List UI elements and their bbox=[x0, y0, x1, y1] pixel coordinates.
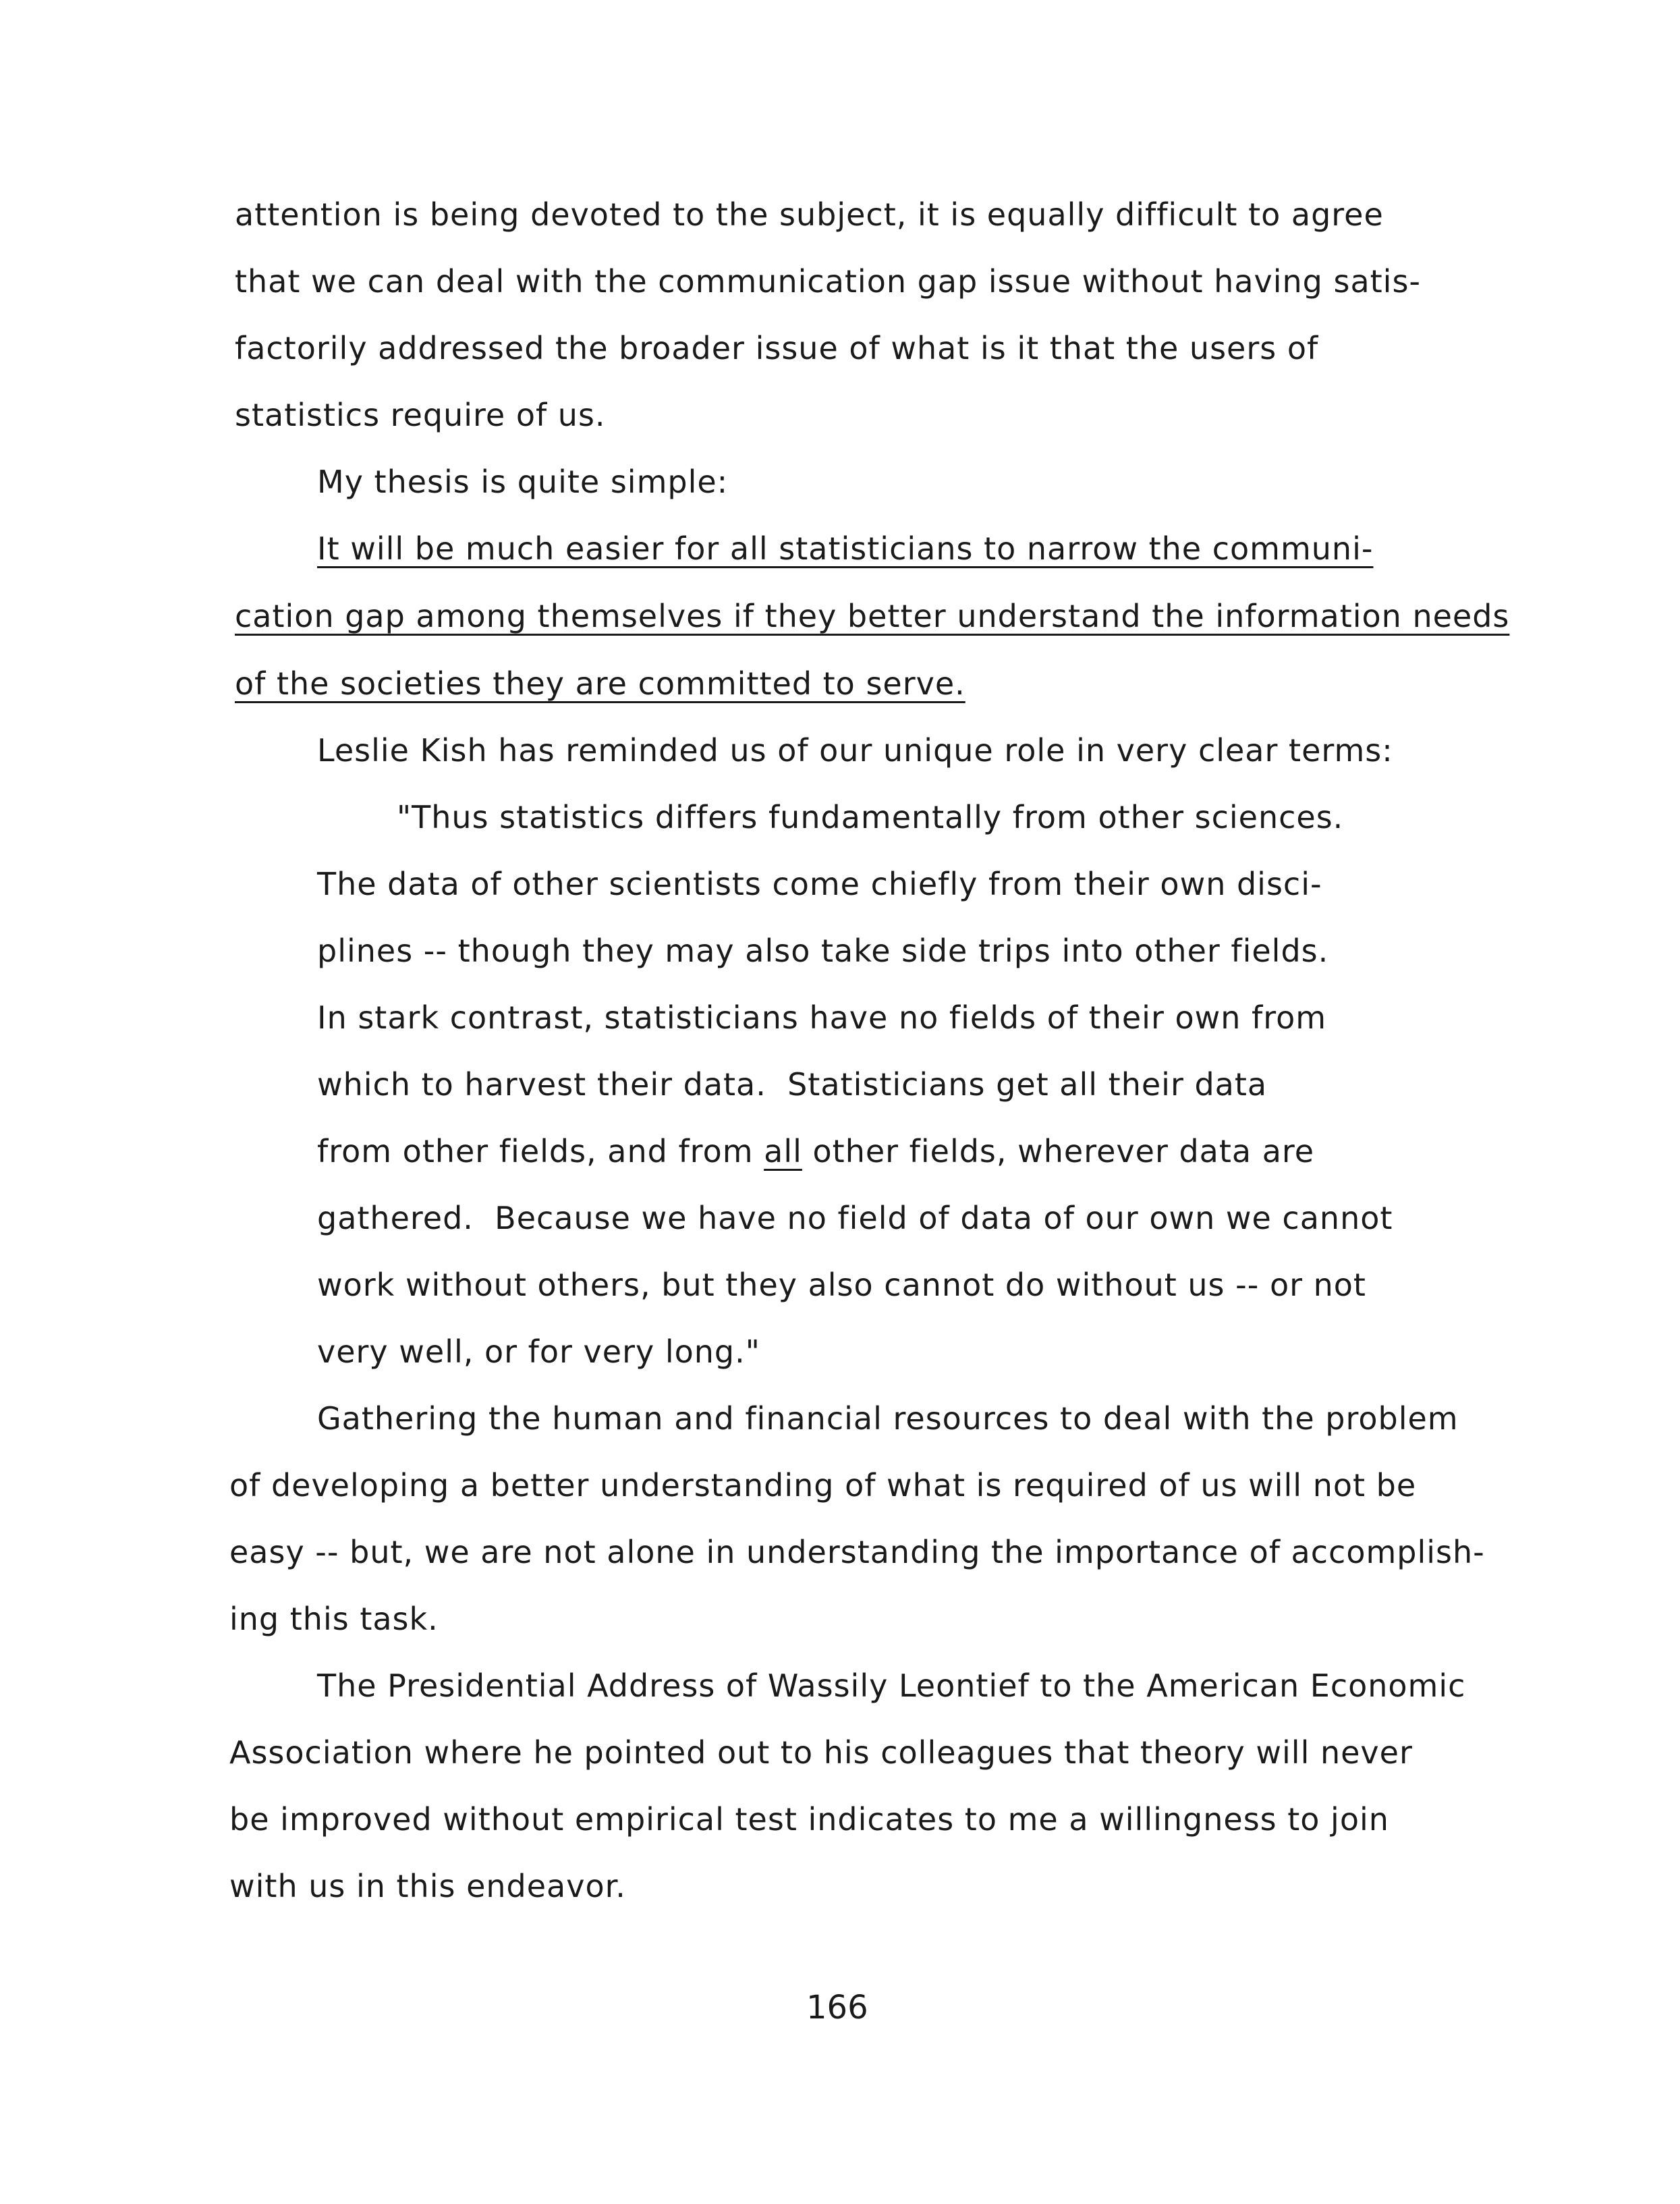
quote-line-6-after: other fields, wherever data are bbox=[802, 1133, 1315, 1169]
thesis-intro: My thesis is quite simple: bbox=[317, 464, 729, 500]
paragraph1-line-3: factorily addressed the broader issue of what is it that the users of bbox=[235, 330, 1319, 366]
quote-line-6-before: from other fields, and from bbox=[317, 1133, 764, 1169]
leontief-line-4: with us in this endeavor. bbox=[229, 1868, 626, 1904]
quote-line-3: plines -- though they may also take side trips into other fields. bbox=[317, 933, 1329, 969]
thesis-line-3: of the societies they are committed to serve. bbox=[235, 665, 965, 702]
leontief-line-1: The Presidential Address of Wassily Leontief to the American Economic bbox=[317, 1668, 1466, 1704]
quote-line-2: The data of other scientists come chiefly from their own disci- bbox=[317, 866, 1322, 902]
quote-line-8: work without others, but they also cannot do without us -- or not bbox=[317, 1267, 1366, 1303]
gathering-line-4: ing this task. bbox=[229, 1601, 439, 1637]
gathering-line-1: Gathering the human and financial resources to deal with the problem bbox=[317, 1400, 1459, 1437]
gathering-line-2: of developing a better understanding of what is required of us will not be bbox=[229, 1467, 1417, 1504]
kish-intro: Leslie Kish has reminded us of our unique role in very clear terms: bbox=[317, 732, 1393, 769]
paragraph1-line-2: that we can deal with the communication gap issue without having satis- bbox=[235, 263, 1422, 300]
quote-line-6 bbox=[317, 1131, 1314, 1172]
quote-line-1: "Thus statistics differs fundamentally from other sciences. bbox=[397, 799, 1344, 835]
thesis-line-1: It will be much easier for all statisticians to narrow the communi- bbox=[317, 530, 1374, 567]
leontief-line-3: be improved without empirical test indicates to me a willingness to join bbox=[229, 1801, 1389, 1838]
quote-emphasis-all: all bbox=[764, 1133, 802, 1169]
paragraph1-line-1: attention is being devoted to the subject, it is equally difficult to agree bbox=[235, 196, 1384, 233]
paragraph1-line-4: statistics require of us. bbox=[235, 397, 606, 433]
thesis-line-2: cation gap among themselves if they better understand the information needs bbox=[235, 598, 1510, 634]
quote-line-7: gathered. Because we have no field of data of our own we cannot bbox=[317, 1200, 1393, 1236]
leontief-line-2: Association where he pointed out to his colleagues that theory will never bbox=[229, 1734, 1413, 1771]
page-number: 166 bbox=[806, 1989, 868, 2027]
gathering-line-3: easy -- but, we are not alone in understanding the importance of accomplish- bbox=[229, 1534, 1485, 1570]
quote-line-5: which to harvest their data. Statisticians get all their data bbox=[317, 1066, 1268, 1103]
quote-line-9: very well, or for very long." bbox=[317, 1333, 760, 1370]
quote-line-4: In stark contrast, statisticians have no fields of their own from bbox=[317, 999, 1327, 1036]
